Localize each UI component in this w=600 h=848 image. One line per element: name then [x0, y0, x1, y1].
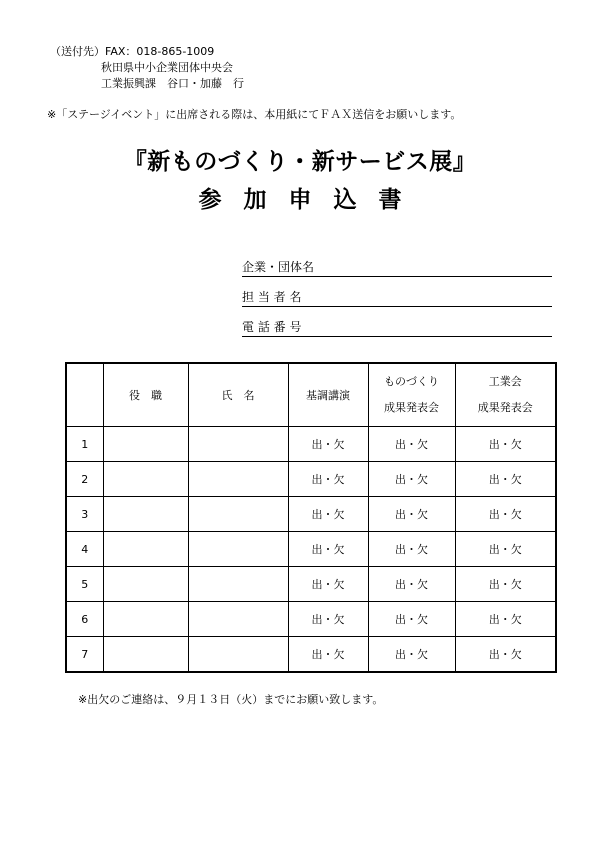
row-number: 5: [66, 567, 103, 602]
header-name: 氏 名: [188, 363, 288, 427]
person-in-charge-label: 担 当 者 名: [242, 290, 302, 304]
row-number: 1: [66, 427, 103, 462]
name-cell[interactable]: [188, 497, 288, 532]
header-number: [66, 363, 103, 427]
row-number: 6: [66, 602, 103, 637]
row-number: 3: [66, 497, 103, 532]
sender-fax-line: （送付先）FAX：018-865-1009: [50, 45, 215, 58]
monozukuri-attendance-cell[interactable]: 出・欠: [368, 462, 455, 497]
sender-organization: 秋田県中小企業団体中央会: [101, 61, 233, 74]
name-cell[interactable]: [188, 427, 288, 462]
role-cell[interactable]: [103, 497, 188, 532]
monozukuri-attendance-cell[interactable]: 出・欠: [368, 427, 455, 462]
name-cell[interactable]: [188, 602, 288, 637]
keynote-attendance-cell[interactable]: 出・欠: [288, 532, 368, 567]
header-monozukuri-line2: 成果発表会: [384, 401, 439, 414]
row-number: 2: [66, 462, 103, 497]
table-row: [66, 497, 556, 532]
table-row: [66, 567, 556, 602]
role-cell[interactable]: [103, 602, 188, 637]
kogyokai-attendance-cell[interactable]: 出・欠: [455, 567, 556, 602]
table-body: [66, 427, 556, 673]
header-monozukuri: [368, 363, 455, 427]
kogyokai-attendance-cell[interactable]: 出・欠: [455, 462, 556, 497]
kogyokai-attendance-cell[interactable]: 出・欠: [455, 532, 556, 567]
row-number: 7: [66, 637, 103, 673]
name-cell[interactable]: [188, 637, 288, 673]
table-header-row: [66, 363, 556, 427]
deadline-footnote: ※出欠のご連絡は、９月１３日（火）までにお願い致します。: [78, 693, 384, 706]
attendance-table: [65, 362, 557, 673]
phone-number-label: 電 話 番 号: [242, 320, 302, 334]
role-cell[interactable]: [103, 462, 188, 497]
keynote-attendance-cell[interactable]: 出・欠: [288, 637, 368, 673]
monozukuri-attendance-cell[interactable]: 出・欠: [368, 532, 455, 567]
table-row: [66, 427, 556, 462]
name-cell[interactable]: [188, 462, 288, 497]
header-role: 役 職: [103, 363, 188, 427]
phone-number-field[interactable]: [242, 316, 552, 337]
monozukuri-attendance-cell[interactable]: 出・欠: [368, 567, 455, 602]
keynote-attendance-cell[interactable]: 出・欠: [288, 497, 368, 532]
monozukuri-attendance-cell[interactable]: 出・欠: [368, 637, 455, 673]
company-name-field[interactable]: [242, 256, 552, 277]
kogyokai-attendance-cell[interactable]: 出・欠: [455, 637, 556, 673]
monozukuri-attendance-cell[interactable]: 出・欠: [368, 602, 455, 637]
person-in-charge-field[interactable]: [242, 286, 552, 307]
header-kogyokai-line2: 成果発表会: [477, 401, 533, 414]
keynote-attendance-cell[interactable]: 出・欠: [288, 602, 368, 637]
table-row: [66, 637, 556, 673]
keynote-attendance-cell[interactable]: 出・欠: [288, 427, 368, 462]
keynote-attendance-cell[interactable]: 出・欠: [288, 462, 368, 497]
fax-notice: ※「ステージイベント」に出席される際は、本用紙にてＦＡＸ送信をお願いします。: [47, 108, 462, 121]
role-cell[interactable]: [103, 637, 188, 673]
name-cell[interactable]: [188, 532, 288, 567]
monozukuri-attendance-cell[interactable]: 出・欠: [368, 497, 455, 532]
table-row: [66, 462, 556, 497]
document-title: 『新ものづくり・新サービス展』: [123, 149, 477, 175]
kogyokai-attendance-cell[interactable]: 出・欠: [455, 602, 556, 637]
header-monozukuri-line1: ものづくり: [384, 375, 439, 388]
row-number: 4: [66, 532, 103, 567]
role-cell[interactable]: [103, 427, 188, 462]
document-subtitle: 参加申込書: [198, 187, 424, 213]
header-keynote: 基調講演: [288, 363, 368, 427]
name-cell[interactable]: [188, 567, 288, 602]
kogyokai-attendance-cell[interactable]: 出・欠: [455, 497, 556, 532]
table-row: [66, 602, 556, 637]
sender-department: 工業振興課 谷口・加藤 行: [101, 77, 244, 90]
keynote-attendance-cell[interactable]: 出・欠: [288, 567, 368, 602]
header-kogyokai: [455, 363, 556, 427]
header-kogyokai-line1: 工業会: [488, 375, 522, 388]
role-cell[interactable]: [103, 532, 188, 567]
kogyokai-attendance-cell[interactable]: 出・欠: [455, 427, 556, 462]
table-row: [66, 532, 556, 567]
role-cell[interactable]: [103, 567, 188, 602]
company-name-label: 企業・団体名: [242, 260, 315, 274]
